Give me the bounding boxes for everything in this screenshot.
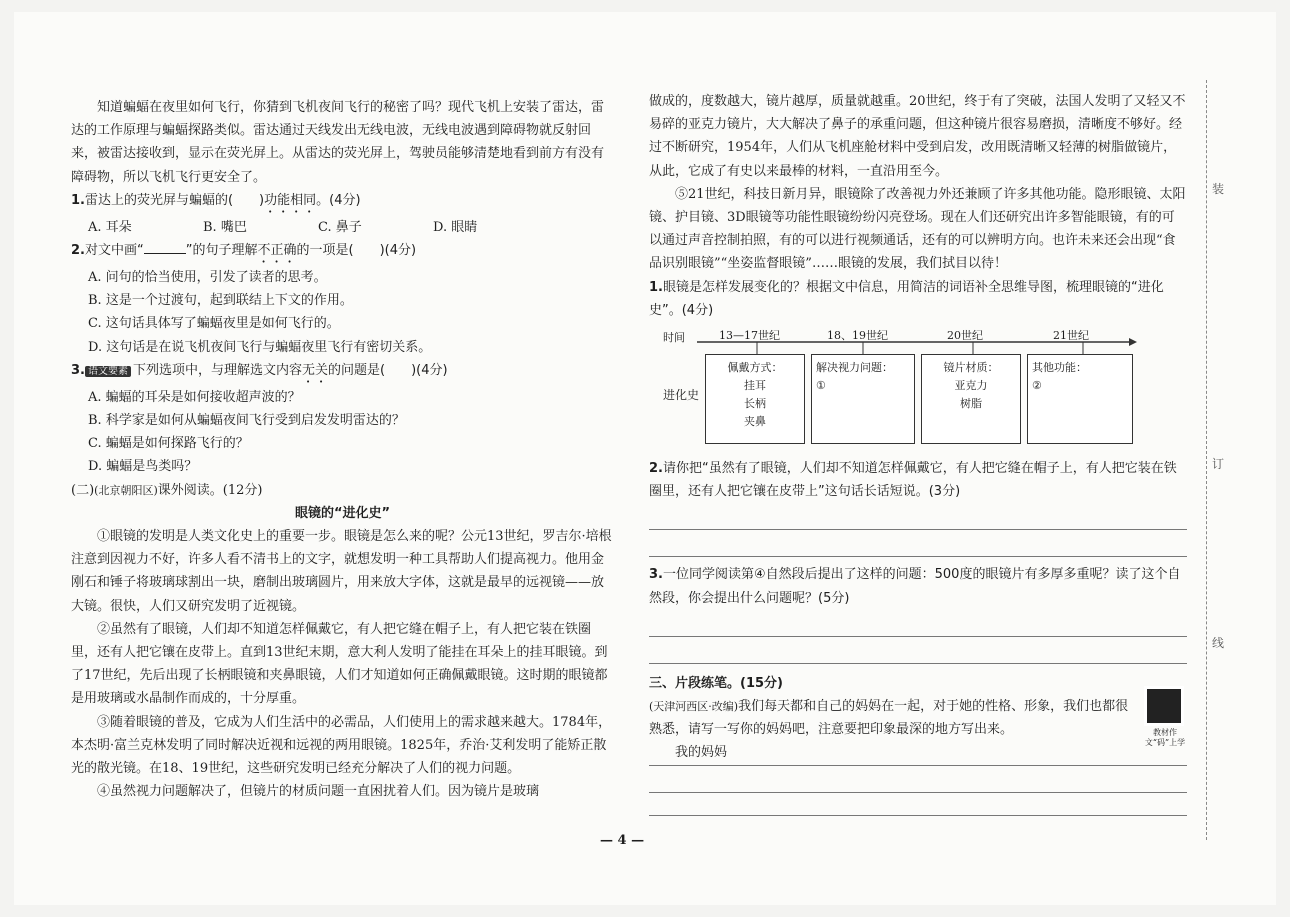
question-1: 1.雷达上的荧光屏与蝙蝠的( )功能相同。(4分) xyxy=(71,192,361,208)
period-label: 13—17世纪 xyxy=(719,329,780,343)
left-column xyxy=(71,96,614,803)
article-paragraph: ③随着眼镜的普及，它成为人们生活中的必需品，人们使用上的需求越来越大。1784年，本杰明·富兰克林发明了同时解决近视和远视的两用眼镜。1825年，乔治·艾利发明了能矫正散光的散光镜。在18、19世纪，这些研究发明已经充分解决了人们的视力问题。 xyxy=(71,714,612,777)
lens-material-box: 镜片材质： 亚克力 树脂 xyxy=(921,354,1021,444)
article-paragraph: ④虽然视力问题解决了，但镜片的材质问题一直困扰着人们。因为镜片是玻璃 xyxy=(97,784,540,800)
intro-paragraph: 知道蝙蝠在夜里如何飞行，你猜到飞机夜间飞行的秘密了吗？现代飞机上安装了雷达，雷达的工作原理与蝙蝠探路类似。雷达通过天线发出无线电波，无线电波遇到障碍物就反射回来，被雷达接收到，显示在荧光屏上。从雷达的荧光屏上，驾驶员能够清楚地看到前方有没有障碍物，所以飞机飞行更安全了。 xyxy=(71,100,605,185)
evolution-mind-map xyxy=(649,326,1187,451)
binding-line xyxy=(1206,80,1207,840)
answer-line[interactable] xyxy=(649,793,1187,816)
skill-tag: 语文要素 xyxy=(85,366,131,377)
article-title: 眼镜的“进化史” xyxy=(294,505,391,521)
question-2: 2.对文中画“ ”的句子理解不正确的一项是( )(4分) xyxy=(71,243,417,259)
page-number: — 4 — xyxy=(600,833,645,848)
reading-question-2: 2.请你把“虽然有了眼镜，人们却不知道怎样佩戴它，有人把它缝在帽子上，有人把它装在铁圈里，还有人把它镶在皮带上”这句话长话短说。(3分) xyxy=(649,461,1177,500)
vision-problem-box[interactable]: 解决视力问题： ① xyxy=(811,354,915,444)
option[interactable]: C. 这句话具体写了蝙蝠夜里是如何飞行的。 xyxy=(88,316,340,332)
other-functions-box[interactable]: 其他功能： ② xyxy=(1027,354,1133,444)
option[interactable]: D. 蝙蝠是鸟类吗？ xyxy=(88,459,198,475)
option[interactable]: A. 蝙蝠的耳朵是如何接收超声波的？ xyxy=(88,389,301,405)
time-label: 时间 xyxy=(663,331,685,345)
article-paragraph: ②虽然有了眼镜，人们却不知道怎样佩戴它，有人把它缝在帽子上，有人把它装在铁圈里，还有人把它镶在皮带上。直到13世纪末期，意大利人发明了能挂在耳朵上的挂耳眼镜。到了17世纪，先后出现了长柄眼镜和夹鼻眼镜，人们才知道如何正确佩戴眼镜。这时期的眼镜都是用玻璃或水晶制作而成的，十分厚重。 xyxy=(71,621,608,707)
answer-line[interactable] xyxy=(649,503,1187,530)
qr-code[interactable] xyxy=(1144,686,1184,726)
right-column xyxy=(649,90,1187,816)
section-3-prompt: (天津河西区·改编)我们每天都和自己的妈妈在一起，对于她的性格、形象，我们也都很熟悉，请写一写你的妈妈吧，注意要把印象最深的地方写出来。 xyxy=(649,699,1129,738)
reading-question-1: 1.眼镜是怎样发展变化的？根据文中信息，用简洁的词语补全思维导图，梳理眼镜的“进化史”。(4分) xyxy=(649,279,1164,318)
article-paragraph: ⑤21世纪，科技日新月异，眼镜除了改善视力外还兼顾了许多其他功能。隐形眼镜、太阳镜、护目镜、3D眼镜等功能性眼镜纷纷闪亮登场。现在人们还研究出许多智能眼镜，有的可以通过声音控制拍照，有的可以进行视频通话，还有的可以辨明方向。也许未来还会出现“食品识别眼镜”“坐姿监督眼镜”……眼镜的发展，我们拭目以待！ xyxy=(649,186,1186,272)
evolution-label: 进化史 xyxy=(663,388,700,403)
qr-caption: 教材作文“码”上学 xyxy=(1144,728,1186,747)
article-paragraph: 做成的，度数越大，镜片越厚，质量就越重。20世纪，终于有了突破，法国人发明了又轻又不易碎的亚克力镜片，大大解决了鼻子的承重问题，但这种镜片很容易磨损，清晰度不够好。经过不断研究，1954年，人们从飞机座舱材料中受到启发，改用既清晰又轻薄的树脂做镜片，从此，它成了有史以来最棒的材料，一直沿用至今。 xyxy=(649,94,1186,179)
option[interactable]: B. 科学家是如何从蝙蝠夜间飞行受到启发发明雷达的？ xyxy=(88,413,405,429)
writing-start-line[interactable]: 我的妈妈 xyxy=(649,741,1187,765)
answer-line[interactable] xyxy=(649,766,1187,793)
binding-label: 线 xyxy=(1212,636,1225,650)
article-paragraph: ①眼镜的发明是人类文化史上的重要一步。眼镜是怎么来的呢？公元13世纪，罗吉尔·培根注意到因视力不好，许多人看不清书上的文字，就想发明一种工具帮助人们提高视力。他用金刚石和锤子将玻璃球割出一块，磨制出玻璃圆片，用来放大字体，这就是最早的远视镜——放大镜。很快，人们又研究发明了近视镜。 xyxy=(71,529,612,614)
period-label: 18、19世纪 xyxy=(827,329,888,343)
option[interactable]: A. 问句的恰当使用，引发了读者的思考。 xyxy=(88,270,327,286)
option[interactable]: A. 耳朵 xyxy=(88,219,132,235)
option[interactable]: D. 眼睛 xyxy=(433,219,478,235)
period-label: 21世纪 xyxy=(1053,329,1089,343)
period-label: 20世纪 xyxy=(947,329,983,343)
answer-line[interactable] xyxy=(649,637,1187,664)
option[interactable]: C. 鼻子 xyxy=(318,219,362,235)
option[interactable]: C. 蝙蝠是如何探路飞行的？ xyxy=(88,436,249,452)
binding-label: 装 xyxy=(1212,182,1225,196)
option[interactable]: D. 这句话是在说飞机夜间飞行与蝙蝠夜里飞行有密切关系。 xyxy=(88,339,432,355)
question-1-options xyxy=(71,216,614,239)
option[interactable]: B. 这是一个过渡句，起到联结上下文的作用。 xyxy=(88,293,353,309)
section-2-header: (二)(北京朝阳区)课外阅读。(12分) xyxy=(71,482,263,498)
binding-label: 订 xyxy=(1212,457,1225,471)
section-3-title: 三、片段练笔。(15分) xyxy=(649,675,783,691)
answer-line[interactable] xyxy=(649,530,1187,557)
reading-question-3: 3.一位同学阅读第④自然段后提出了这样的问题：500度的眼镜片有多厚多重呢？读了这个自然段，你会提出什么问题呢？(5分) xyxy=(649,567,1181,606)
option[interactable]: B. 嘴巴 xyxy=(203,219,247,235)
wearing-method-box: 佩戴方式： 挂耳 长柄 夹鼻 xyxy=(705,354,805,444)
question-3: 3. 语文要素 下列选项中，与理解选文内容无关的问题是( )(4分) xyxy=(71,362,448,378)
answer-line[interactable] xyxy=(649,610,1187,637)
